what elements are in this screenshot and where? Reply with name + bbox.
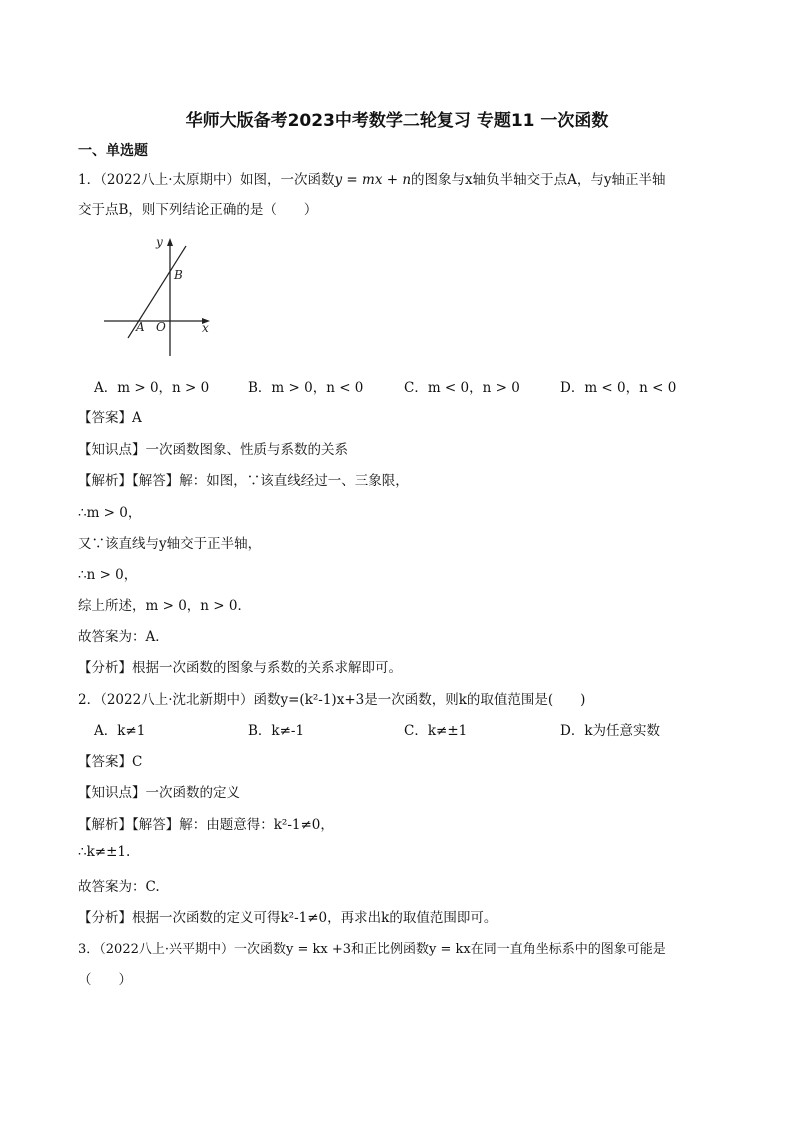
point-b-label: B bbox=[174, 268, 183, 282]
q2-stem: 2．（2022八上·沈北新期中）函数y=(k²-1)x+3是一次函数，则k的取值范围是( ) bbox=[78, 692, 586, 708]
x-axis-label: x bbox=[202, 321, 209, 335]
q2-option-c: C．k≠±1 bbox=[404, 723, 468, 739]
q1-option-b: B．m > 0，n < 0 bbox=[248, 380, 364, 396]
q2-analysis-2: ∴k≠±1. bbox=[78, 844, 131, 860]
q1-stem-part-b: 的图象与x轴负半轴交于点A，与y轴正半轴 bbox=[411, 172, 666, 188]
q1-option-c: C．m < 0，n > 0 bbox=[404, 380, 520, 396]
q3-stem-line1: 3．（2022八上·兴平期中）一次函数y = kx +3和正比例函数y = kx在同一直角坐标系中的图象可能是 bbox=[78, 942, 666, 957]
q2-option-a: A．k≠1 bbox=[94, 723, 146, 739]
q1-analysis-4: ∴n > 0， bbox=[78, 567, 138, 583]
q3-stem-line2: （ ） bbox=[78, 972, 132, 988]
q1-analysis-3: 又∵该直线与y轴交于正半轴， bbox=[78, 536, 262, 552]
q1-option-d: D．m < 0，n < 0 bbox=[560, 380, 677, 396]
q1-stem-line1 bbox=[78, 168, 666, 188]
y-axis-arrow bbox=[167, 238, 173, 246]
q1-figure bbox=[98, 232, 218, 362]
q2-option-d: D．k为任意实数 bbox=[560, 723, 661, 739]
q1-stem-part-a: 1．（2022八上·太原期中）如图，一次函数 bbox=[78, 172, 335, 188]
q2-analysis-1: 【解析】【解答】解：由题意得：k²-1≠0， bbox=[78, 817, 334, 833]
q2-option-b: B．k≠-1 bbox=[248, 723, 305, 739]
q1-analysis-2: ∴m > 0， bbox=[78, 505, 142, 521]
q1-knowledge: 【知识点】一次函数图象、性质与系数的关系 bbox=[78, 442, 348, 458]
q1-stem-math: y = mx + n bbox=[334, 172, 412, 188]
y-axis-label: y bbox=[156, 235, 163, 249]
q1-option-a: A．m > 0，n > 0 bbox=[94, 380, 210, 396]
q1-answer: 【答案】A bbox=[78, 410, 142, 426]
origin-label: O bbox=[156, 320, 166, 334]
q1-analysis-7: 【分析】根据一次函数的图象与系数的关系求解即可。 bbox=[78, 660, 402, 676]
q2-answer: 【答案】C bbox=[78, 754, 143, 770]
q1-analysis-5: 综上所述，m > 0，n > 0． bbox=[78, 598, 251, 614]
section-heading: 一、单选题 bbox=[78, 143, 148, 159]
point-a-label: A bbox=[136, 320, 145, 334]
q1-analysis-6: 故答案为：A． bbox=[78, 629, 169, 645]
q2-analysis-4: 【分析】根据一次函数的定义可得k²-1≠0，再求出k的取值范围即可。 bbox=[78, 910, 498, 926]
q1-stem-line2: 交于点B，则下列结论正确的是（ ） bbox=[78, 202, 318, 218]
q1-analysis-1: 【解析】【解答】解：如图，∵该直线经过一、三象限， bbox=[78, 473, 409, 489]
page-title: 华师大版备考2023中考数学二轮复习 专题11 一次函数 bbox=[185, 111, 609, 131]
q2-knowledge: 【知识点】一次函数的定义 bbox=[78, 785, 240, 801]
q2-analysis-3: 故答案为：C. bbox=[78, 879, 160, 895]
